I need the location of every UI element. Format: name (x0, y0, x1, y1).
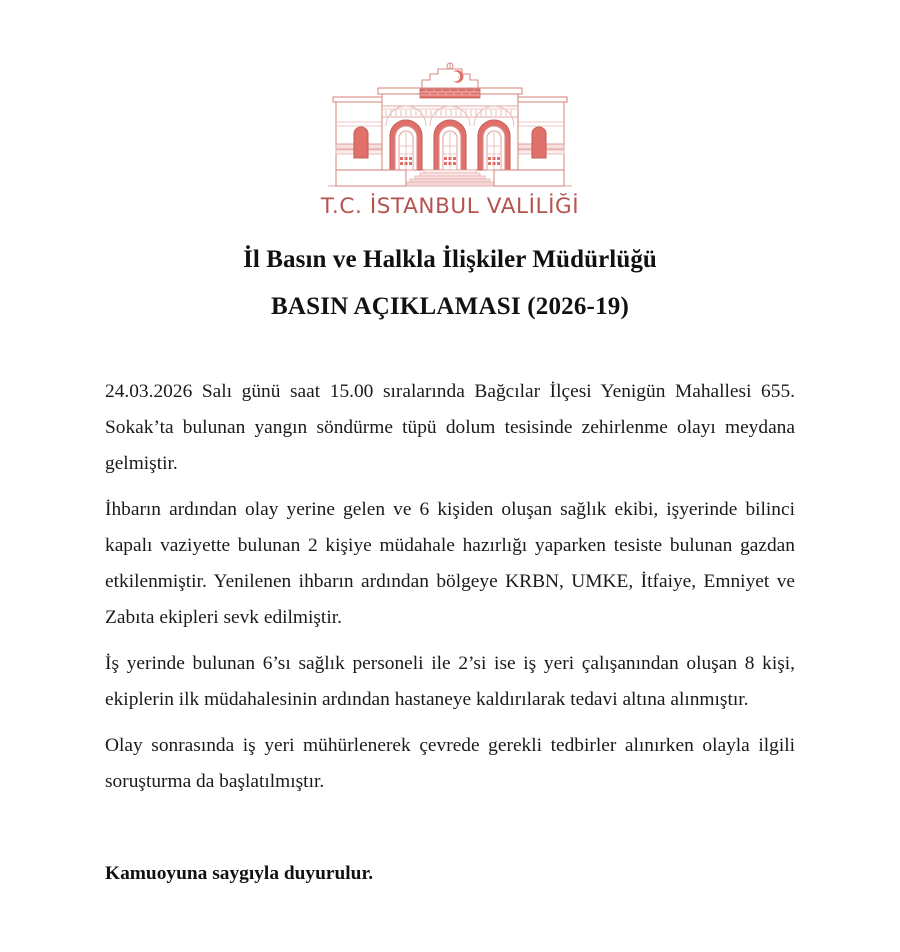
body-paragraph: 24.03.2026 Salı günü saat 15.00 sıralarında Bağcılar İlçesi Yenigün Mahallesi 655. Sokak’ta bulunan yangın söndürme tüpü dolum tesisinde zehirlenme olayı meydana gelmiştir. (105, 381, 795, 474)
letterhead-logo (0, 0, 900, 218)
press-release-body (105, 322, 795, 892)
istanbul-valiligi-building-emblem (320, 62, 580, 192)
header-titles (0, 246, 900, 323)
body-paragraph: İş yerinde bulunan 6’sı sağlık personeli ile 2’si ise iş yeri çalışanından oluşan 8 kişi, ekiplerin ilk müdahalesinin ardından hastaneye kaldırılarak tedavi altına alınmıştır. (105, 653, 795, 710)
body-paragraph: Olay sonrasında iş yeri mühürlenerek çevrede gerekli tedbirler alınırken olayla ilgili soruşturma da başlatılmıştır. (105, 735, 795, 792)
page-subtitle: BASIN AÇIKLAMASI (2026-19) (270, 293, 629, 321)
closing-statement: Kamuoyuna saygıyla duyurulur. (105, 863, 374, 884)
page-title: İl Basın ve Halkla İlişkiler Müdürlüğü (243, 245, 657, 273)
logo-wordmark: T.C. İSTANBUL VALİLİĞİ (320, 194, 580, 219)
body-paragraph: İhbarın ardından olay yerine gelen ve 6 kişiden oluşan sağlık ekibi, işyerinde bilinci kapalı vaziyette bulunan 2 kişiye müdahale hazırlığı yaparken tesiste bulunan gazdan etkilenmiştir. Yenilenen ihbarın ardından bölgeye KRBN, UMKE, İtfaiye, Emniyet ve Zabıta ekipleri sevk edilmiştir. (105, 499, 795, 628)
